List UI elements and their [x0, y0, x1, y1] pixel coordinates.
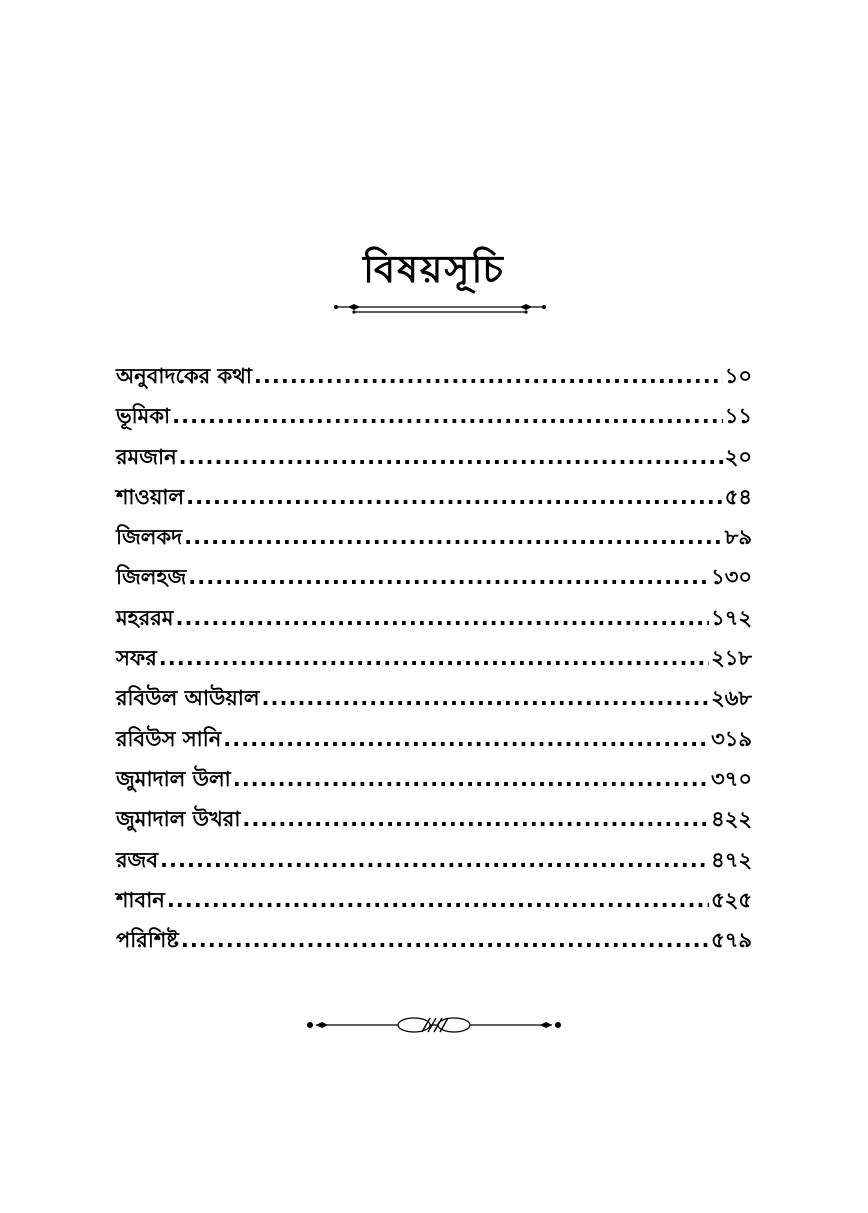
- toc-entry[interactable]: [116, 561, 752, 601]
- toc-entry-page: ৫৭৯: [711, 928, 752, 953]
- dot-leader: [188, 565, 709, 589]
- toc-entry-page: ২১৮: [711, 646, 752, 671]
- dot-leader: [175, 606, 709, 630]
- toc-entry-title: অনুবাদকের কথা: [116, 364, 252, 388]
- toc-entry-title: জুমাদাল উখরা: [116, 807, 241, 832]
- toc-entry[interactable]: [116, 924, 752, 964]
- dot-leader: [181, 928, 709, 952]
- toc-entry-page: ১৭২: [711, 605, 752, 630]
- title-underline-ornament: [330, 300, 550, 320]
- toc-entry[interactable]: [116, 360, 752, 400]
- dot-leader: [186, 485, 723, 509]
- dot-leader: [172, 404, 723, 428]
- toc-entry[interactable]: [116, 682, 752, 722]
- toc-entry-title: রবিউল আউয়াল: [116, 686, 260, 711]
- dot-leader: [160, 848, 709, 872]
- toc-entry-page: ১৩০: [711, 565, 752, 590]
- toc-entry[interactable]: [116, 400, 752, 440]
- toc-entry[interactable]: [116, 441, 752, 481]
- toc-entry[interactable]: [116, 602, 752, 642]
- dot-leader: [159, 646, 709, 670]
- toc-entry[interactable]: [116, 844, 752, 884]
- toc-entry-title: জিলকদ: [116, 525, 183, 550]
- toc-entry-title: মহররম: [116, 605, 174, 630]
- dot-leader: [167, 888, 709, 912]
- toc-entry-page: ৩১৯: [711, 726, 752, 751]
- dot-leader: [233, 767, 709, 791]
- toc-entry[interactable]: [116, 723, 752, 763]
- toc-entry-title: ভূমিকা: [116, 404, 171, 429]
- dot-leader: [242, 807, 709, 831]
- toc-entry-page: ৫২৫: [711, 887, 752, 912]
- flourish-divider-ornament: [302, 1010, 566, 1040]
- toc-entry-title: সফর: [116, 646, 157, 671]
- page-title: বিষয়সূচি: [363, 246, 505, 291]
- toc-entry[interactable]: [116, 763, 752, 803]
- toc-entry-title: জিলহজ: [116, 565, 187, 590]
- toc-entry-page: ৩৭০: [711, 766, 752, 791]
- toc-entry-title: শাবান: [116, 887, 165, 912]
- dot-leader: [254, 364, 723, 388]
- toc-entry-title: শাওয়াল: [116, 484, 185, 509]
- table-of-contents: [116, 360, 752, 964]
- toc-entry-title: রমজান: [116, 444, 177, 469]
- toc-entry-page: ৫৪: [724, 484, 752, 509]
- toc-entry-title: রজব: [116, 847, 159, 872]
- toc-entry[interactable]: [116, 521, 752, 561]
- toc-entry-page: ২০: [724, 444, 752, 469]
- dot-leader: [184, 525, 723, 549]
- toc-entry[interactable]: [116, 884, 752, 924]
- toc-entry[interactable]: [116, 803, 752, 843]
- toc-entry-page: ৮৯: [724, 525, 752, 550]
- toc-entry-page: ১০: [724, 364, 752, 388]
- toc-entry-page: ৪৭২: [711, 847, 752, 872]
- dot-leader: [179, 445, 723, 469]
- toc-entry[interactable]: [116, 642, 752, 682]
- toc-entry-page: ২৬৮: [711, 686, 752, 711]
- toc-entry-title: জুমাদাল উলা: [116, 766, 231, 791]
- toc-entry[interactable]: [116, 481, 752, 521]
- dot-leader: [262, 686, 710, 710]
- toc-entry-page: ১১: [724, 404, 752, 429]
- toc-entry-page: ৪২২: [711, 807, 752, 832]
- toc-entry-title: রবিউস সানি: [116, 726, 222, 751]
- dot-leader: [223, 727, 709, 751]
- toc-entry-title: পরিশিষ্ট: [116, 928, 179, 953]
